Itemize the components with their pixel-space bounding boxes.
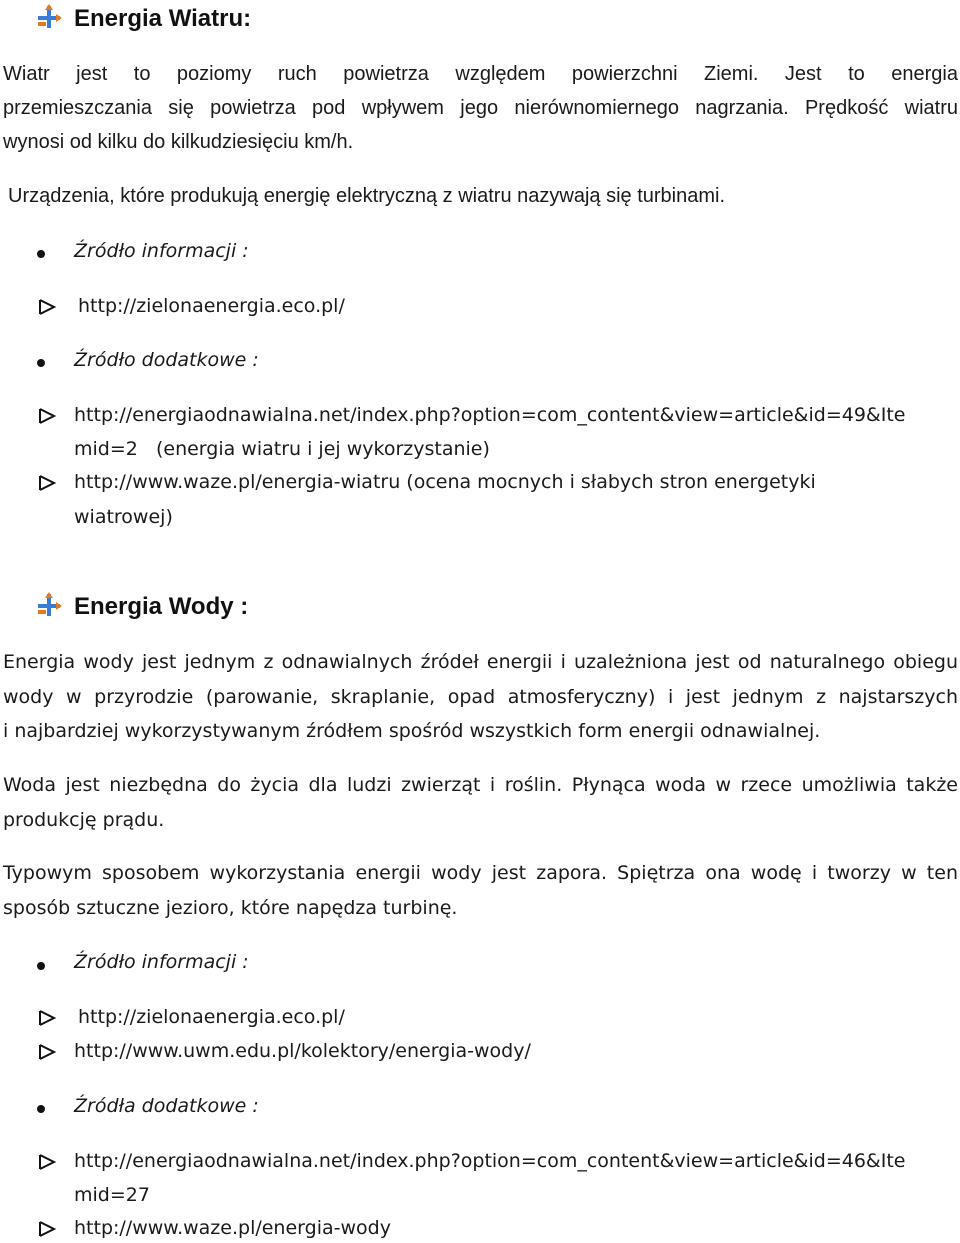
bullet-dot-icon xyxy=(37,250,45,258)
water-source-link2[interactable]: http://www.uwm.edu.pl/kolektory/energia-wody/ xyxy=(74,1040,531,1062)
bullet-dot-icon xyxy=(37,962,45,970)
water-heading: Energia Wody : xyxy=(74,593,249,620)
water-para3-line2: sposób sztuczne jezioro, które napędza turbinę. xyxy=(3,897,458,919)
wind-para1-line1: Wiatr jest to poziomy ruch powietrza względem powierzchni Ziemi. Jest to energia xyxy=(3,63,958,85)
water-para2-line1: Woda jest niezbędna do życia dla ludzi zwierząt i roślin. Płynąca woda w rzece umożliwia także xyxy=(3,774,958,796)
wind-extra-link2-line2: wiatrowej) xyxy=(74,506,173,528)
water-extra-label: Źródła dodatkowe : xyxy=(74,1095,259,1117)
water-extra-link1-line1[interactable]: http://energiaodnawialna.net/index.php?option=com_content&view=article&id=46&Ite xyxy=(74,1150,906,1172)
arrow-bullet-icon xyxy=(38,1009,56,1027)
arrow-bullet-icon xyxy=(38,298,56,316)
arrows-bullet-icon xyxy=(36,592,62,618)
arrow-bullet-icon xyxy=(38,407,56,425)
arrows-bullet-icon xyxy=(36,4,62,30)
water-extra-link2[interactable]: http://www.waze.pl/energia-wody xyxy=(74,1217,391,1239)
wind-para1-line2: przemieszczania się powietrza pod wpływem jego nierównomiernego nagrzania. Prędkość wiatru xyxy=(3,97,958,119)
water-para2-line2: produkcję prądu. xyxy=(3,809,165,831)
bullet-dot-icon xyxy=(37,1105,45,1113)
arrow-bullet-icon xyxy=(38,1220,56,1238)
water-source-label: Źródło informacji : xyxy=(74,951,249,973)
wind-extra-link1-line1[interactable]: http://energiaodnawialna.net/index.php?option=com_content&view=article&id=49&Ite xyxy=(74,404,906,426)
water-para3-line1: Typowym sposobem wykorzystania energii wody jest zapora. Spiętrza ona wodę i tworzy w ten xyxy=(3,862,958,884)
water-para1-line3: i najbardziej wykorzystywanym źródłem spośród wszystkich form energii odnawialnej. xyxy=(3,720,821,742)
wind-extra-link1-line2[interactable]: mid=2 (energia wiatru i jej wykorzystanie) xyxy=(74,438,490,460)
wind-para1-line3: wynosi od kilku do kilkudziesięciu km/h. xyxy=(3,131,354,153)
wind-para2: Urządzenia, które produkują energię elektryczną z wiatru nazywają się turbinami. xyxy=(8,185,726,207)
water-extra-link1-line2[interactable]: mid=27 xyxy=(74,1184,150,1206)
arrow-bullet-icon xyxy=(38,474,56,492)
water-para1-line1: Energia wody jest jednym z odnawialnych źródeł energii i uzależniona jest od naturalnego obiegu xyxy=(3,651,958,673)
water-para1-line2: wody w przyrodzie (parowanie, skraplanie, opad atmosferyczny) i jest jednym z najstarszych xyxy=(3,686,958,708)
bullet-dot-icon xyxy=(37,359,45,367)
wind-extra-link2-line1[interactable]: http://www.waze.pl/energia-wiatru (ocena mocnych i słabych stron energetyki xyxy=(74,471,816,493)
arrow-bullet-icon xyxy=(38,1153,56,1171)
wind-source-link[interactable]: http://zielonaenergia.eco.pl/ xyxy=(78,295,345,317)
wind-heading: Energia Wiatru: xyxy=(74,5,252,32)
wind-source-label: Źródło informacji : xyxy=(74,240,249,262)
water-source-link1[interactable]: http://zielonaenergia.eco.pl/ xyxy=(78,1006,345,1028)
arrow-bullet-icon xyxy=(38,1043,56,1061)
wind-extra-label: Źródło dodatkowe : xyxy=(74,349,259,371)
